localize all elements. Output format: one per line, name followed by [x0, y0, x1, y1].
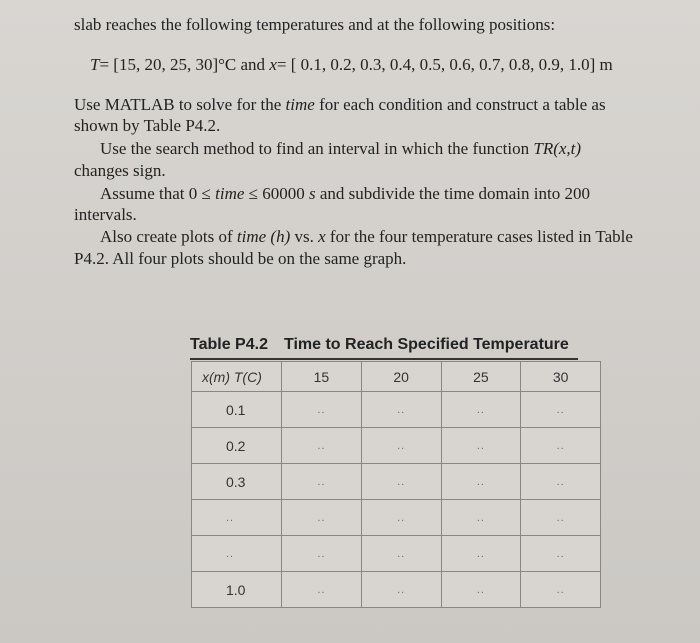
p3-line2-text: intervals.: [74, 205, 137, 224]
p3-text-a: Assume that: [100, 184, 189, 203]
table-cell: ..: [441, 500, 521, 536]
equation-line: [90, 55, 613, 75]
p3-text-b: and subdivide the time domain into 200: [315, 184, 590, 203]
table-cell: ..: [441, 464, 521, 500]
table-row: [192, 464, 601, 500]
paragraph-3-line-1: [100, 184, 590, 204]
table-row: [192, 572, 601, 608]
table-cell: ..: [282, 536, 362, 572]
paragraph-4-line-2: [74, 249, 406, 269]
p4-text-a: Also create plots of: [100, 227, 237, 246]
row-x-cell: 0.1: [192, 392, 282, 428]
table-cell: ..: [282, 428, 362, 464]
table-title: Time to Reach Specified Temperature: [283, 336, 569, 353]
table-cell: ..: [521, 536, 601, 572]
header-corner-cell: x(m) T(C): [192, 362, 282, 392]
table-cell: ..: [361, 536, 441, 572]
row-x-cell: ..: [192, 536, 282, 572]
eq-t-values: = [15, 20, 25, 30]°C and: [99, 55, 270, 74]
table-cell: ..: [441, 428, 521, 464]
table-cell: ..: [521, 392, 601, 428]
table-cell: ..: [441, 572, 521, 608]
table-label: Table P4.2: [190, 336, 268, 353]
p4-text-c: for the four temperature cases listed in Table: [325, 227, 633, 246]
p4-text-b: vs.: [290, 227, 319, 246]
intro-text: slab reaches the following temperatures and at the following positions:: [74, 15, 556, 34]
paragraph-1-line-1: [74, 95, 606, 115]
table-cell: ..: [282, 392, 362, 428]
p1-line2-text: shown by Table P4.2.: [74, 116, 221, 135]
p4-x: x: [318, 227, 326, 246]
table-caption-rule: [190, 358, 578, 360]
table-cell: ..: [282, 500, 362, 536]
table-row: [192, 392, 601, 428]
header-cell-25: 25: [441, 362, 521, 392]
header-cell-15: 15: [282, 362, 362, 392]
p4-line2-text: P4.2. All four plots should be on the same graph.: [74, 249, 407, 268]
table-cell: ..: [361, 500, 441, 536]
table-caption: [190, 336, 569, 354]
p2-line2-text: changes sign.: [74, 161, 166, 180]
eq-x-values: = [ 0.1, 0.2, 0.3, 0.4, 0.5, 0.6, 0.7, 0.8, 0.9, 1.0] m: [276, 55, 613, 74]
table-cell: ..: [282, 464, 362, 500]
paragraph-3-line-2: [74, 205, 137, 225]
row-x-cell: 0.3: [192, 464, 282, 500]
table-cell: ..: [521, 572, 601, 608]
table-cell: ..: [441, 392, 521, 428]
paragraph-2-line-1: [100, 139, 581, 159]
table-row: [192, 500, 601, 536]
header-cell-30: 30: [521, 362, 601, 392]
p3-s: s: [309, 184, 316, 203]
table-cell: ..: [521, 428, 601, 464]
table-cell: ..: [361, 392, 441, 428]
row-x-cell: 1.0: [192, 572, 282, 608]
row-x-cell: 0.2: [192, 428, 282, 464]
table-cell: ..: [361, 428, 441, 464]
table-cell: ..: [282, 572, 362, 608]
table-cell: ..: [441, 536, 521, 572]
eq-x-symbol: x: [269, 55, 277, 74]
eq-t-symbol: T: [90, 55, 100, 74]
p1-text-b: for each condition and construct a table as: [314, 95, 606, 114]
paragraph-2-line-2: [74, 161, 166, 181]
p3-range-b: ≤ 60000: [244, 184, 309, 203]
row-x-cell: ..: [192, 500, 282, 536]
p1-time: time: [285, 95, 315, 114]
p3-time: time: [215, 184, 245, 203]
table-cell: ..: [361, 572, 441, 608]
p4-time: time (h): [236, 227, 291, 246]
table-cell: ..: [521, 464, 601, 500]
results-table: [191, 361, 601, 608]
paragraph-4-line-1: [100, 227, 633, 247]
p2-function: TR(x,t): [533, 139, 582, 158]
paragraph-1-line-2: [74, 116, 220, 136]
intro-line: [74, 15, 555, 35]
table-cell: ..: [361, 464, 441, 500]
p1-text-a: Use MATLAB to solve for the: [74, 95, 286, 114]
table-header-row: [192, 362, 601, 392]
p3-range-a: 0 ≤: [188, 184, 216, 203]
table-row: [192, 428, 601, 464]
table-cell: ..: [521, 500, 601, 536]
header-cell-20: 20: [361, 362, 441, 392]
table-row: [192, 536, 601, 572]
p2-text-a: Use the search method to find an interval in which the function: [100, 139, 534, 158]
